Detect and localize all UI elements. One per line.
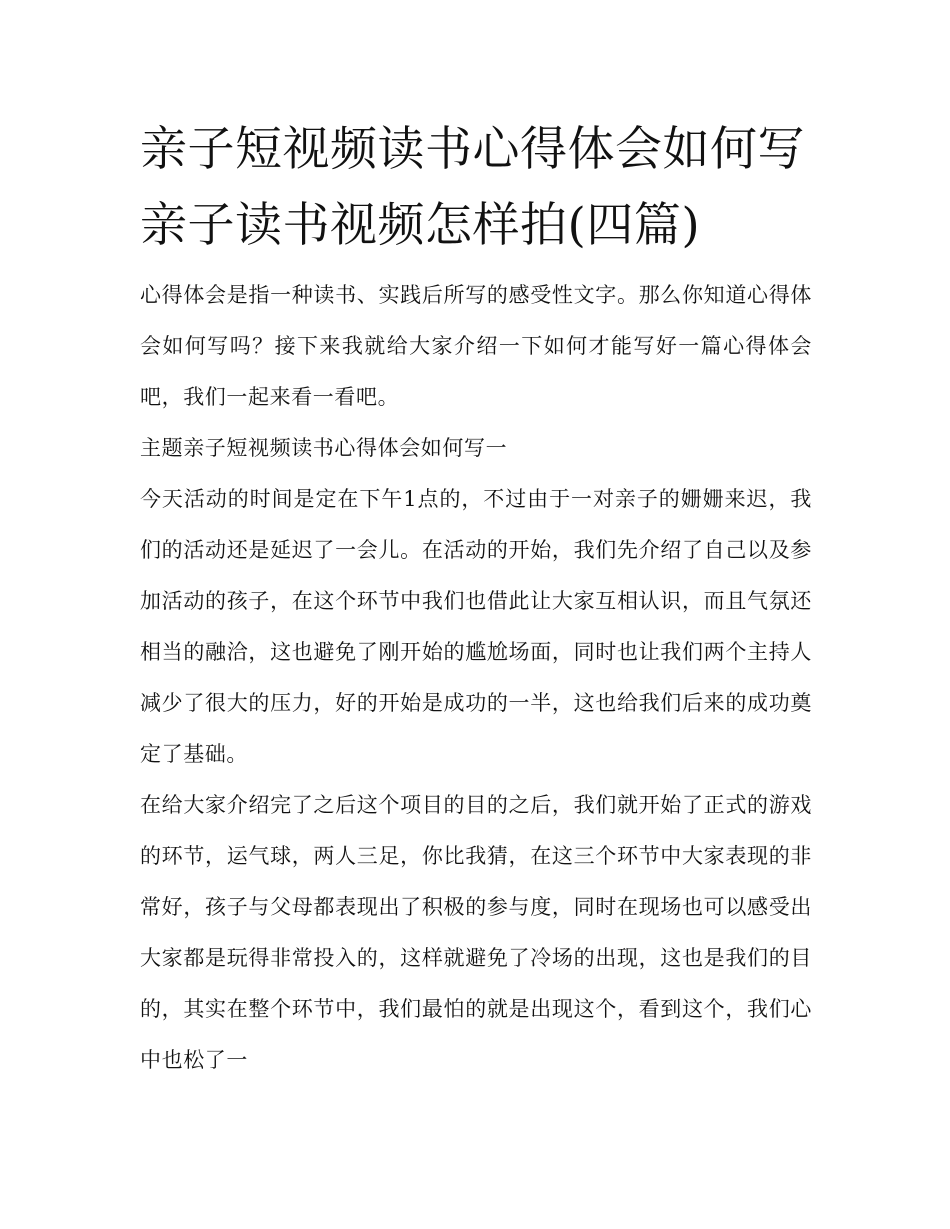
body-paragraph-2: 在给大家介绍完了之后这个项目的目的之后，我们就开始了正式的游戏的环节，运气球，两人三足，你比我猜，在这三个环节中大家表现的非常好，孩子与父母都表现出了积极的参与度，同时在现场也可以感受出大家都是玩得非常投入的，这样就避免了冷场的出现，这也是我们的目的，其实在整个环节中，我们最怕的就是出现这个，看到这个，我们心中也松了一 (140, 793, 812, 1072)
intro-paragraph: 心得体会是指一种读书、实践后所写的感受性文字。那么你知道心得体会如何写吗？接下来我就给大家介绍一下如何才能写好一篇心得体会吧，我们一起来看一看吧。 (140, 283, 812, 409)
body-paragraph-1: 今天活动的时间是定在下午1点的，不过由于一对亲子的姗姗来迟，我们的活动还是延迟了一会儿。在活动的开始，我们先介绍了自己以及参加活动的孩子，在这个环节中我们也借此让大家互相认识，而且气氛还相当的融洽，这也避免了刚开始的尴尬场面，同时也让我们两个主持人减少了很大的压力，好的开始是成功的一半，这也给我们后来的成功奠定了基础。 (140, 487, 812, 766)
section-heading: 主题亲子短视频读书心得体会如何写一 (140, 436, 508, 460)
document-page (140, 112, 812, 1086)
document-title: 亲子短视频读书心得体会如何写 亲子读书视频怎样拍(四篇) (140, 122, 805, 253)
